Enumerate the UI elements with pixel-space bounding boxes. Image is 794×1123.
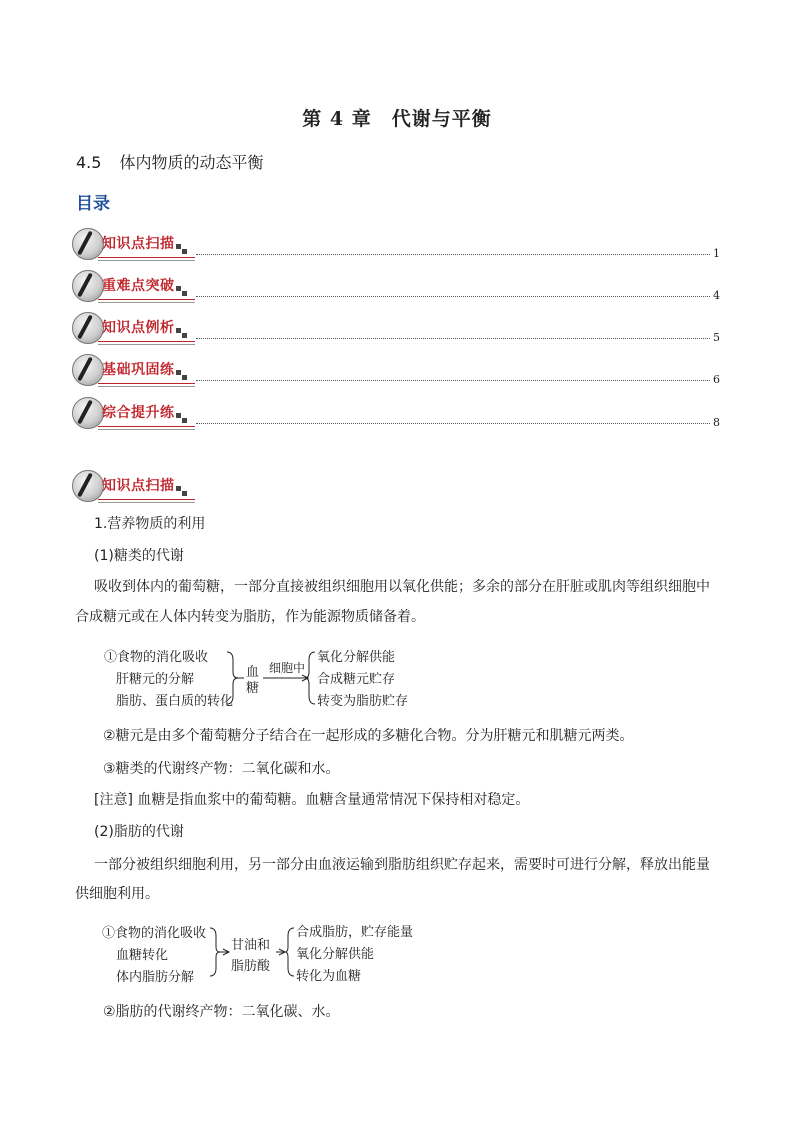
toc-page-number: 1 [713, 247, 720, 260]
paragraph-subheading: (2)脂肪的代谢 [94, 824, 184, 840]
diagram-outcome: 氧化分解供能 [296, 947, 375, 962]
diagram-outcome: 转化为血糖 [296, 969, 362, 984]
diagram-outcome: 合成糖元贮存 [317, 672, 396, 687]
diagram-source: 脂肪、蛋白质的转化 [116, 694, 234, 709]
diagram-source: ①食物的消化吸收 [102, 926, 207, 941]
diagram-center: 糖 [246, 681, 260, 696]
paragraph-line: ②糖元是由多个葡萄糖分子结合在一起形成的多糖化合物。分为肝糖元和肌糖元两类。 [103, 728, 634, 744]
toc-heading: 目录 [76, 194, 110, 214]
note-line: [注意] 血糖是指血浆中的葡萄糖。血糖含量通常情况下保持相对稳定。 [94, 792, 530, 808]
diagram-arrow-label: 细胞中 [269, 661, 306, 675]
toc-page-number: 8 [713, 416, 720, 429]
diagram-center: 血 [246, 665, 260, 680]
diagram-outcome: 氧化分解供能 [317, 650, 396, 665]
paragraph-line: 吸收到体内的葡萄糖，一部分直接被组织细胞用以氧化供能；多余的部分在肝脏或肌肉等组织细胞中 [94, 579, 710, 595]
toc-page-number: 6 [713, 373, 720, 386]
toc-item-label: 知识点例析 [102, 320, 175, 336]
toc-item-label: 重难点突破 [102, 278, 175, 294]
diagram-source: 肝糖元的分解 [116, 672, 195, 687]
diagram-source: 血糖转化 [116, 948, 169, 963]
paragraph-line: ③糖类的代谢终产物：二氧化碳和水。 [103, 761, 340, 777]
section-number: 4.5 [76, 153, 102, 172]
paragraph-line: 合成糖元或在人体内转变为脂肪，作为能源物质储备着。 [75, 609, 425, 625]
paragraph-heading: 1.营养物质的利用 [94, 516, 206, 532]
diagram-outcome: 转变为脂肪贮存 [317, 694, 409, 709]
toc-page-number: 5 [713, 331, 720, 344]
toc-item-label: 知识点扫描 [102, 236, 175, 252]
toc-page-number: 4 [713, 289, 720, 302]
page-title: 第 4 章 代谢与平衡 [302, 108, 492, 130]
diagram-outcome: 合成脂肪，贮存能量 [296, 925, 414, 940]
section-title: 体内物质的动态平衡 [119, 153, 264, 172]
paragraph-line: ②脂肪的代谢终产物：二氧化碳、水。 [103, 1004, 340, 1020]
diagram-center: 甘油和 [231, 938, 271, 953]
section-badge-label: 知识点扫描 [102, 478, 175, 494]
paragraph-line: 一部分被组织细胞利用，另一部分由血液运输到脂肪组织贮存起来，需要时可进行分解，释放出能量 [94, 857, 710, 873]
toc-item-label: 综合提升练 [102, 405, 175, 421]
diagram-center: 脂肪酸 [231, 959, 271, 974]
diagram-source: ①食物的消化吸收 [104, 650, 209, 665]
diagram-source: 体内脂肪分解 [116, 970, 195, 985]
paragraph-line: 供细胞利用。 [75, 886, 159, 902]
toc-item-label: 基础巩固练 [102, 362, 175, 378]
paragraph-subheading: (1)糖类的代谢 [94, 548, 184, 564]
